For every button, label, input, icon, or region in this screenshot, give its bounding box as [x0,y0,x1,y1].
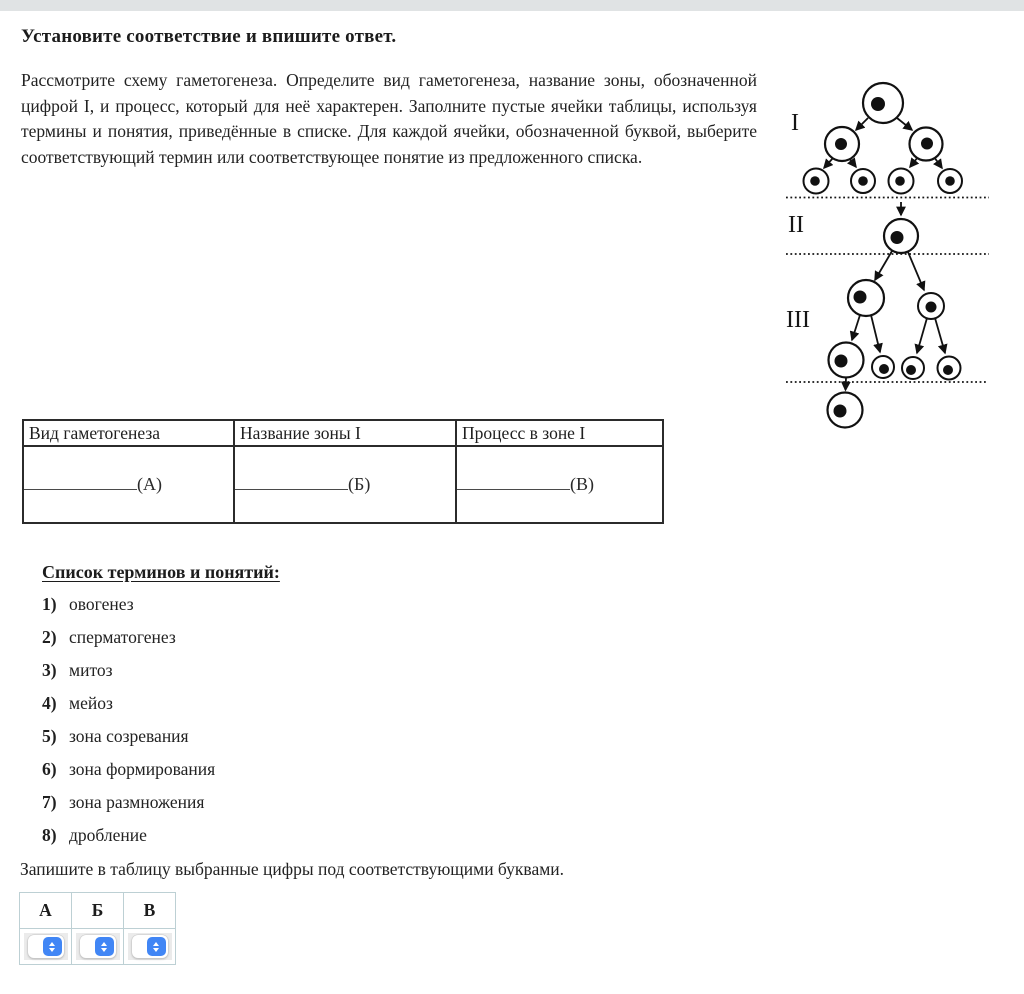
answer-column-b: Б [72,893,124,929]
term-number: 6) [42,759,57,779]
term-number: 1) [42,594,57,614]
term-label: сперматогенез [69,627,176,647]
answer-cell-b [72,929,124,965]
answer-header-row [20,893,176,929]
blank-line [24,474,137,490]
list-item [42,660,215,693]
zone-1-label: I [791,110,799,136]
fill-table-cell-a [23,446,234,523]
fill-table-body-row [23,446,663,523]
list-item [42,726,215,759]
term-number: 5) [42,726,57,746]
answer-select-v[interactable] [132,935,168,958]
answer-select-a[interactable] [28,935,64,958]
term-number: 3) [42,660,57,680]
zone-2-label: II [788,212,804,238]
terms-heading: Список терминов и понятий: [42,562,280,582]
term-label: зона созревания [69,726,189,746]
answer-table [19,892,176,965]
select-patch [128,933,172,960]
answer-select-row [20,929,176,965]
blank-label-a: (А) [137,474,162,494]
chevron-up-icon [49,942,55,946]
term-label: зона размножения [69,792,205,812]
fill-table-header-type: Вид гаметогенеза [23,420,234,446]
fill-table-header-row [23,420,663,446]
blank-line [457,474,570,490]
answer-cell-v [124,929,176,965]
select-stepper-icon [95,937,114,956]
select-patch [24,933,68,960]
blank-label-v: (В) [570,474,594,494]
fill-table-cell-v [456,446,663,523]
zone-3-cells [829,280,961,380]
list-item [42,792,215,825]
chevron-down-icon [49,948,55,952]
term-number: 2) [42,627,57,647]
chevron-up-icon [153,942,159,946]
zone-3-label: III [786,307,810,333]
blank-label-b: (Б) [348,474,371,494]
fill-table-cell-b [234,446,456,523]
term-number: 7) [42,792,57,812]
fill-table [22,419,664,524]
gametogenesis-diagram [775,70,1020,442]
select-stepper-icon [43,937,62,956]
term-label: мейоз [69,693,113,713]
answer-select-b[interactable] [80,935,116,958]
list-item [42,627,215,660]
page-title: Установите соответствие и впишите ответ. [21,26,397,47]
answer-column-v: В [124,893,176,929]
term-label: митоз [69,660,113,680]
answer-instruction: Запишите в таблицу выбранные цифры под соответствующими буквами. [20,859,565,879]
term-label: дробление [69,825,147,845]
zone-2-cell [884,219,918,253]
fill-table-header-process: Процесс в зоне I [456,420,663,446]
list-item [42,759,215,792]
page-top-bar [0,0,1024,11]
chevron-down-icon [101,948,107,952]
select-patch [76,933,120,960]
task-description: Рассмотрите схему гаметогенеза. Определите вид гаметогенеза, название зоны, обозначенной цифрой I, и процесс, который для неё характерен. Заполните пустые ячейки таблицы, используя термины и понятия, приведённые в списке. Для каждой ячейки, обозначенной буквой, выберите соответствующий термин или соответствующее понятие из предложенного списка. [21,70,757,167]
fill-table-header-zone: Название зоны I [234,420,456,446]
chevron-up-icon [101,942,107,946]
list-item [42,594,215,627]
answer-cell-a [20,929,72,965]
terms-list [42,594,215,858]
term-label: овогенез [69,594,134,614]
chevron-down-icon [153,948,159,952]
blank-line [235,474,348,490]
list-item [42,825,215,858]
final-egg-cell [828,393,863,428]
select-stepper-icon [147,937,166,956]
term-label: зона формирования [69,759,216,779]
term-number: 8) [42,825,57,845]
term-number: 4) [42,693,57,713]
list-item [42,693,215,726]
answer-column-a: А [20,893,72,929]
